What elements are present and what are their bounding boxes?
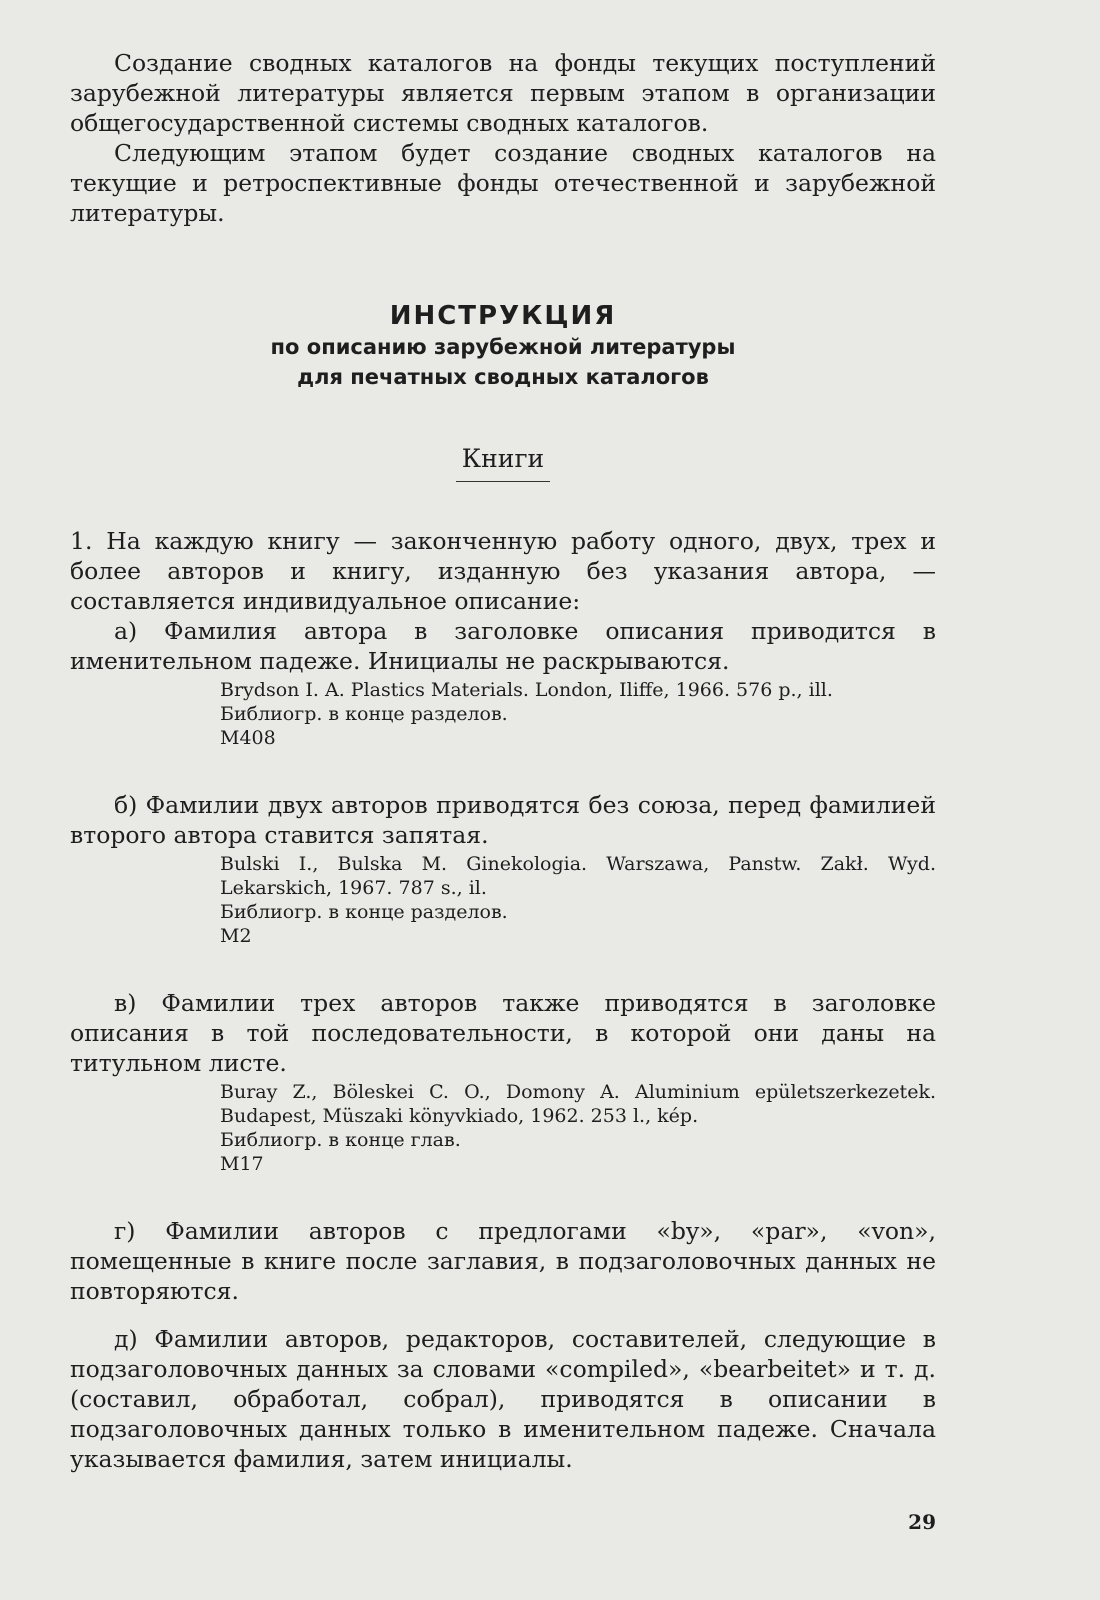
rule-1: 1. На каждую книгу — законченную работу одного, двух, трех и более авторов и книгу, изданную без указания автора, — составляется индивидуальное описание: (70, 527, 936, 615)
intro-paragraph-1: Создание сводных каталогов на фонды текущих поступлений зарубежной литературы является первым этапом в организации общегосударственной системы сводных каталогов. (70, 49, 936, 137)
instruction-subtitle-line-1: по описанию зарубежной литературы (270, 335, 736, 359)
item-c-text: в) Фамилии трех авторов также приводятся в заголовке описания в той последовательности, в которой они даны на титульном листе. (70, 989, 936, 1077)
section-title-text: Книги (456, 444, 550, 482)
example-b-citation: Bulski I., Bulska M. Ginekologia. Warszawa, Panstw. Zakł. Wyd. Lekarskich, 1967. 787 s., il. (220, 853, 936, 899)
example-a (220, 678, 936, 750)
intro-paragraph-2: Следующим этапом будет создание сводных каталогов на текущие и ретроспективные фонды отечественной и зарубежной литературы. (70, 139, 936, 227)
page-content (70, 48, 936, 1474)
section-title (70, 444, 936, 482)
example-a-code: M408 (220, 727, 276, 749)
example-b (220, 852, 936, 948)
item-a-text: а) Фамилия автора в заголовке описания приводится в именительном падеже. Инициалы не раскрываются. (70, 617, 936, 675)
item-d-text: г) Фамилии авторов с предлогами «by», «par», «von», помещенные в книге после заглавия, в подзаголовочных данных не повторяются. (70, 1217, 936, 1305)
example-c-code: M17 (220, 1153, 264, 1175)
instruction-subtitle-line-2: для печатных сводных каталогов (297, 365, 709, 389)
item-b-text: б) Фамилии двух авторов приводятся без союза, перед фамилией второго автора ставится запятая. (70, 791, 936, 849)
instruction-heading (70, 300, 936, 392)
example-c-note: Библиогр. в конце глав. (220, 1129, 461, 1151)
example-a-note: Библиогр. в конце разделов. (220, 703, 508, 725)
example-c (220, 1080, 936, 1176)
example-a-citation: Brydson I. A. Plastics Materials. London, Iliffe, 1966. 576 p., ill. (220, 679, 833, 701)
example-b-code: M2 (220, 925, 252, 947)
instruction-title: ИНСТРУКЦИЯ (389, 301, 617, 331)
page-number: 29 (908, 1510, 936, 1534)
item-e-text: д) Фамилии авторов, редакторов, составителей, следующие в подзаголовочных данных за словами «compiled», «bearbeitet» и т. д. (составил, обработал, собрал), приводятся в описании в подзаголовочных данных только в именительном падеже. Сначала указывается фамилия, затем инициалы. (70, 1325, 936, 1473)
example-b-note: Библиогр. в конце разделов. (220, 901, 508, 923)
example-c-citation: Buray Z., Böleskei C. O., Domony A. Aluminium epületszerkezetek. Budapest, Müszaki könyvkiado, 1962. 253 l., kép. (220, 1081, 936, 1127)
